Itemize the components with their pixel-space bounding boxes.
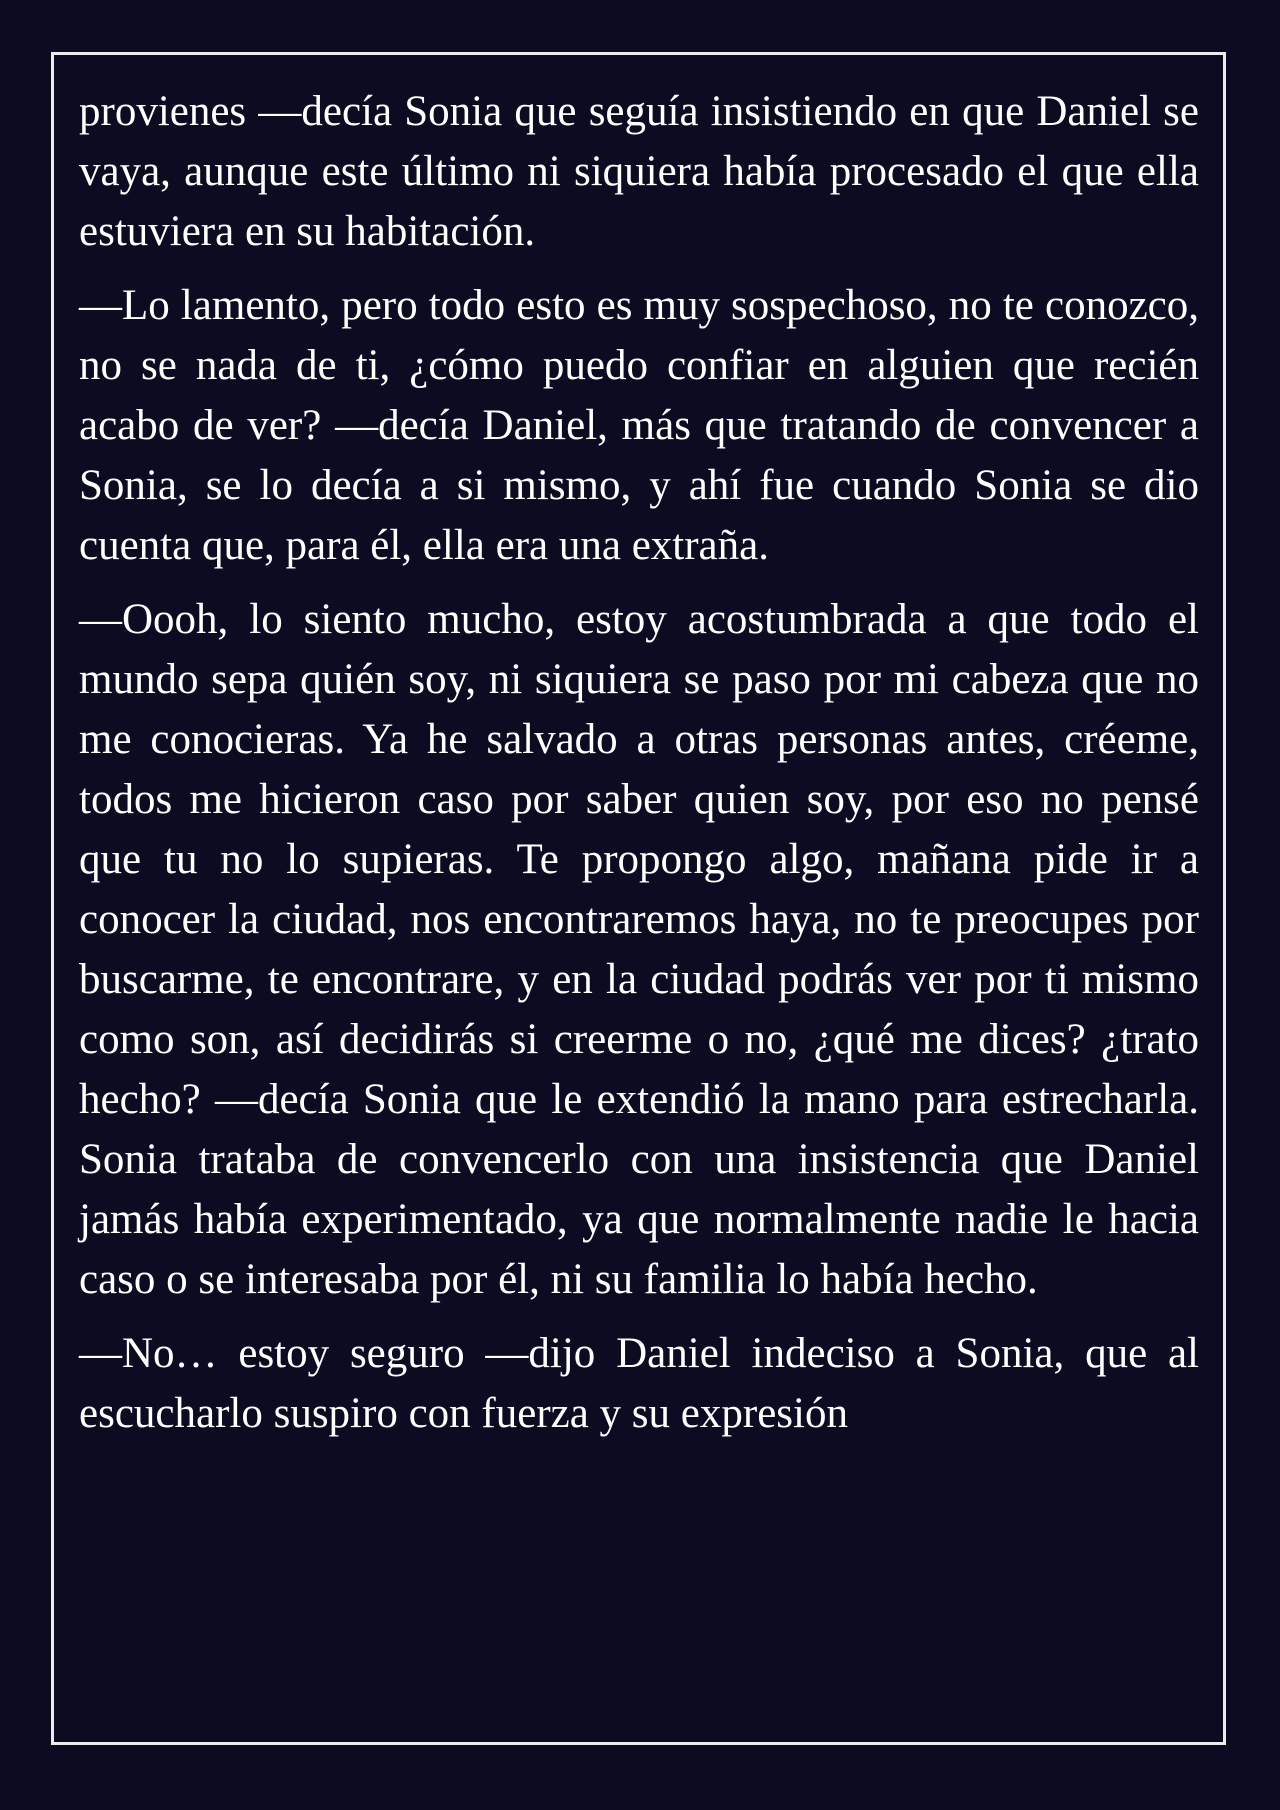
- paragraph: —Lo lamento, pero todo esto es muy sospechoso, no te conozco, no se nada de ti, ¿cómo puedo confiar en alguien que recién acabo de ver? —decía Daniel, más que tratando de convencer a Sonia, se lo decía a si mismo, y ahí fue cuando Sonia se dio cuenta que, para él, ella era una extraña.: [79, 282, 1199, 569]
- paragraph: provienes —decía Sonia que seguía insistiendo en que Daniel se vaya, aunque este último ni siquiera había procesado el que ella estuviera en su habitación.: [79, 88, 1199, 255]
- page-text: [79, 82, 1199, 1458]
- paragraph: —No… estoy seguro —dijo Daniel indeciso a Sonia, que al escucharlo suspiro con fuerza y su expresión: [79, 1330, 1199, 1437]
- paragraph: —Oooh, lo siento mucho, estoy acostumbrada a que todo el mundo sepa quién soy, ni siquiera se paso por mi cabeza que no me conocieras. Ya he salvado a otras personas antes, créeme, todos me hicieron caso por saber quien soy, por eso no pensé que tu no lo supieras. Te propongo algo, mañana pide ir a conocer la ciudad, nos encontraremos haya, no te preocupes por buscarme, te encontrare, y en la ciudad podrás ver por ti mismo como son, así decidirás si creerme o no, ¿qué me dices? ¿trato hecho? —decía Sonia que le extendió la mano para estrecharla. Sonia trataba de convencerlo con una insistencia que Daniel jamás había experimentado, ya que normalmente nadie le hacia caso o se interesaba por él, ni su familia lo había hecho.: [79, 596, 1199, 1303]
